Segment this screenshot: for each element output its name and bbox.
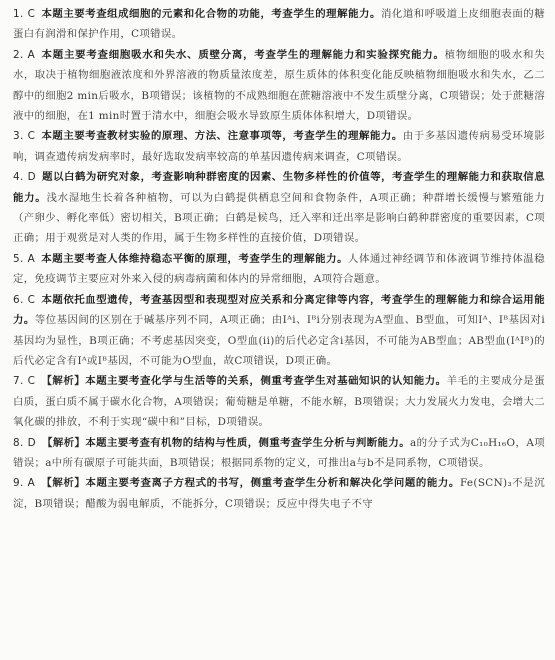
item-number: 2. xyxy=(13,48,24,61)
answer-letter: C xyxy=(27,130,36,143)
answer-letter: A xyxy=(27,48,36,61)
item-body: 消化道和呼吸道上皮细胞表面的糖蛋白有润滑和保护作用，C项错误。 xyxy=(13,8,545,41)
item-lead: 本题依托血型遗传，考查基因型和表现型对应关系和分离定律等内容，考查学生的理解能力和综合运用能力。 xyxy=(13,293,545,327)
answer-item-2 xyxy=(13,45,545,127)
item-body: Fe(SCN)₃不是沉淀，B项错误；醋酸为弱电解质，不能拆分，C项错误；反应中得失电子不守 xyxy=(13,477,546,510)
answer-letter: C xyxy=(27,293,36,306)
item-lead: 本题主要考查有机物的结构与性质，侧重考查学生分析与判断能力。 xyxy=(85,436,411,449)
item-body: 浅水湿地生长着各种植物，可以为白鹤提供栖息空间和食物条件，A项正确；种群增长缓慢与繁殖能力（产卵少、孵化率低）密切相关，B项正确；白鹤是候鸟，迁入率和迁出率是影响白鹤种群密度的重要因素，C项正确；用于观赏是对人类的作用，属于生物多样性的直接价值，D项错误。 xyxy=(13,191,545,245)
answer-letter: C xyxy=(27,375,36,388)
answer-letter: D xyxy=(27,436,36,449)
answer-item-5 xyxy=(13,249,545,290)
answer-item-8 xyxy=(13,433,545,474)
item-number: 4. xyxy=(13,171,24,184)
answer-letter: C xyxy=(27,8,36,20)
item-body: a的分子式为C₁₀H₁₆O，A项错误；a中所有碳原子可能共面，B项错误；根据同系物的定义，可推出a与b不是同系物，C项错误。 xyxy=(13,436,545,469)
answer-letter: D xyxy=(27,171,36,184)
item-number: 6. xyxy=(13,293,24,306)
item-lead: 本题主要考查教材实验的原理、方法、注意事项等，考查学生的理解能力。 xyxy=(41,130,403,143)
item-lead: 本题主要考查组成细胞的元素和化合物的功能，考查学生的理解能力。 xyxy=(41,8,381,20)
item-body: 植物细胞的吸水和失水，取决于植物细胞液浓度和外界溶液的物质量浓度差，原生质体的体积变化能反映植物细胞吸水和失水，乙二醇中的细胞2 min后吸水，B项错误；该植物的不成熟细胞在蔗糖溶液中不发生质壁分离，C项错误；处于蔗糖溶液中的细胞，在1 min时置于清水中，细胞会吸水导致原生质体体积增大，D项错误。 xyxy=(13,48,545,123)
answer-item-3 xyxy=(13,126,545,167)
item-number: 9. xyxy=(13,477,24,490)
answer-letter: A xyxy=(27,477,36,490)
item-body: 等位基因间的区别在于碱基序列不同，A项正确；由Iᴬi、Iᴮi分别表现为A型血、B型血，可知Iᴬ、Iᴮ基因对i基因均为显性，B项正确；不考虑基因突变，O型血(ii)的后代必定含i基因，不可能为AB型血；AB型血(IᴬIᴮ)的后代必定含有Iᴬ或Iᴮ基因，不可能为O型血，故C项错误，D项正确。 xyxy=(13,314,545,367)
item-body: 人体通过神经调节和体液调节维持体温稳定，免疫调节主要应对外来入侵的病毒病菌和体内的异常细胞，A项符合题意。 xyxy=(13,252,545,286)
item-lead: 本题主要考查人体维持稳态平衡的原理，考查学生的理解能力。 xyxy=(41,252,349,265)
item-tag: 【解析】 xyxy=(41,477,86,490)
item-tag: 【解析】 xyxy=(41,375,86,388)
item-body: 羊毛的主要成分是蛋白质，蛋白质不属于碳水化合物，A项错误；葡萄糖是单糖，不能水解，B项错误；大力发展火力发电，会增大二氧化碳的排放，不利于实现“碳中和”目标，D项错误。 xyxy=(13,375,545,429)
item-lead: 本题主要考查化学与生活等的关系，侧重考查学生对基础知识的认知能力。 xyxy=(85,375,447,388)
answer-item-9 xyxy=(13,473,545,514)
item-number: 5. xyxy=(13,252,24,265)
item-number: 1. xyxy=(13,8,24,20)
answer-item-4 xyxy=(13,167,545,249)
answer-letter: A xyxy=(27,252,36,265)
item-lead: 题以白鹤为研究对象，考查影响种群密度的因素、生物多样性的价值等，考查学生的理解能力和获取信息能力。 xyxy=(13,171,545,204)
item-number: 8. xyxy=(13,436,24,449)
item-number: 7. xyxy=(13,375,24,388)
item-number: 3. xyxy=(13,130,24,143)
item-lead: 本题主要考查细胞吸水和失水、质壁分离，考查学生的理解能力和实验探究能力。 xyxy=(41,48,445,61)
item-tag: 【解析】 xyxy=(41,436,86,449)
answer-item-6 xyxy=(13,290,545,372)
item-body: 由于多基因遗传病易受环境影响，调查遗传病发病率时，最好选取发病率较高的单基因遗传病来调查，C项错误。 xyxy=(13,130,545,163)
answer-item-1 xyxy=(13,4,545,45)
item-lead: 本题主要考查离子方程式的书写，侧重考查学生分析和解决化学问题的能力。 xyxy=(85,477,460,490)
answer-item-7 xyxy=(13,371,545,432)
